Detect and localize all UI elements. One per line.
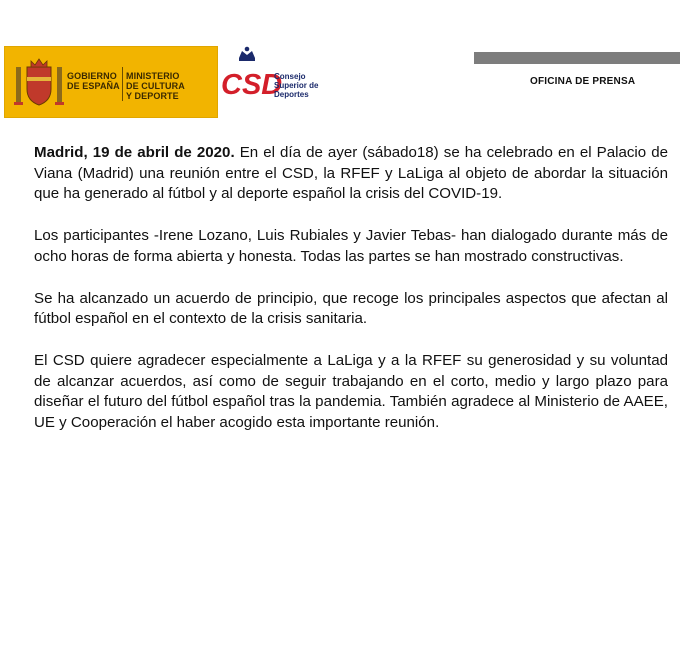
- press-release-body: [34, 143, 668, 455]
- government-name: GOBIERNO DE ESPAÑA: [67, 71, 120, 91]
- paragraph-4: El CSD quiere agradecer especialmente a LaLiga y a la RFEF su generosidad y su voluntad de alcanzar acuerdos, así como de seguir trabajando en el corto, medio y largo plazo para diseñar el futuro del fútbol español tras la pandemia. También agradece al Ministerio de AAEE, UE y Cooperación el haber acogido esta importante reunión.: [34, 351, 668, 432]
- paragraph-1: Madrid, 19 de abril de 2020. En el día de ayer (sábado18) se ha celebrado en el Palacio de Viana (Madrid) una reunión entre el CSD, la RFEF y LaLiga al objeto de abordar la situación que ha generado al fútbol y al deporte español la crisis del COVID-19.: [34, 144, 668, 203]
- dateline: Madrid, 19 de abril de 2020.: [34, 144, 235, 161]
- crown-icon: [239, 47, 255, 61]
- letterhead: [0, 0, 680, 130]
- csd-caption: Consejo Superior de Deportes: [274, 72, 319, 99]
- divider: [122, 67, 123, 101]
- government-banner: [4, 46, 218, 118]
- paragraph-3: Se ha alcanzado un acuerdo de principio, que recoge los principales aspectos que afectan al fútbol español en el contexto de la crisis sanitaria.: [34, 289, 668, 328]
- press-office-label: OFICINA DE PRENSA: [530, 76, 636, 87]
- ministry-name: MINISTERIO DE CULTURA Y DEPORTE: [126, 71, 185, 101]
- paragraph-2: Los participantes -Irene Lozano, Luis Rubiales y Javier Tebas- han dialogado durante más de ocho horas de forma abierta y honesta. Todas las partes se han mostrado constructivas.: [34, 227, 668, 265]
- header-bar: [474, 52, 680, 64]
- coat-of-arms-icon: [13, 55, 65, 109]
- svg-text:CSD: CSD: [221, 69, 283, 101]
- csd-logo: [218, 44, 283, 116]
